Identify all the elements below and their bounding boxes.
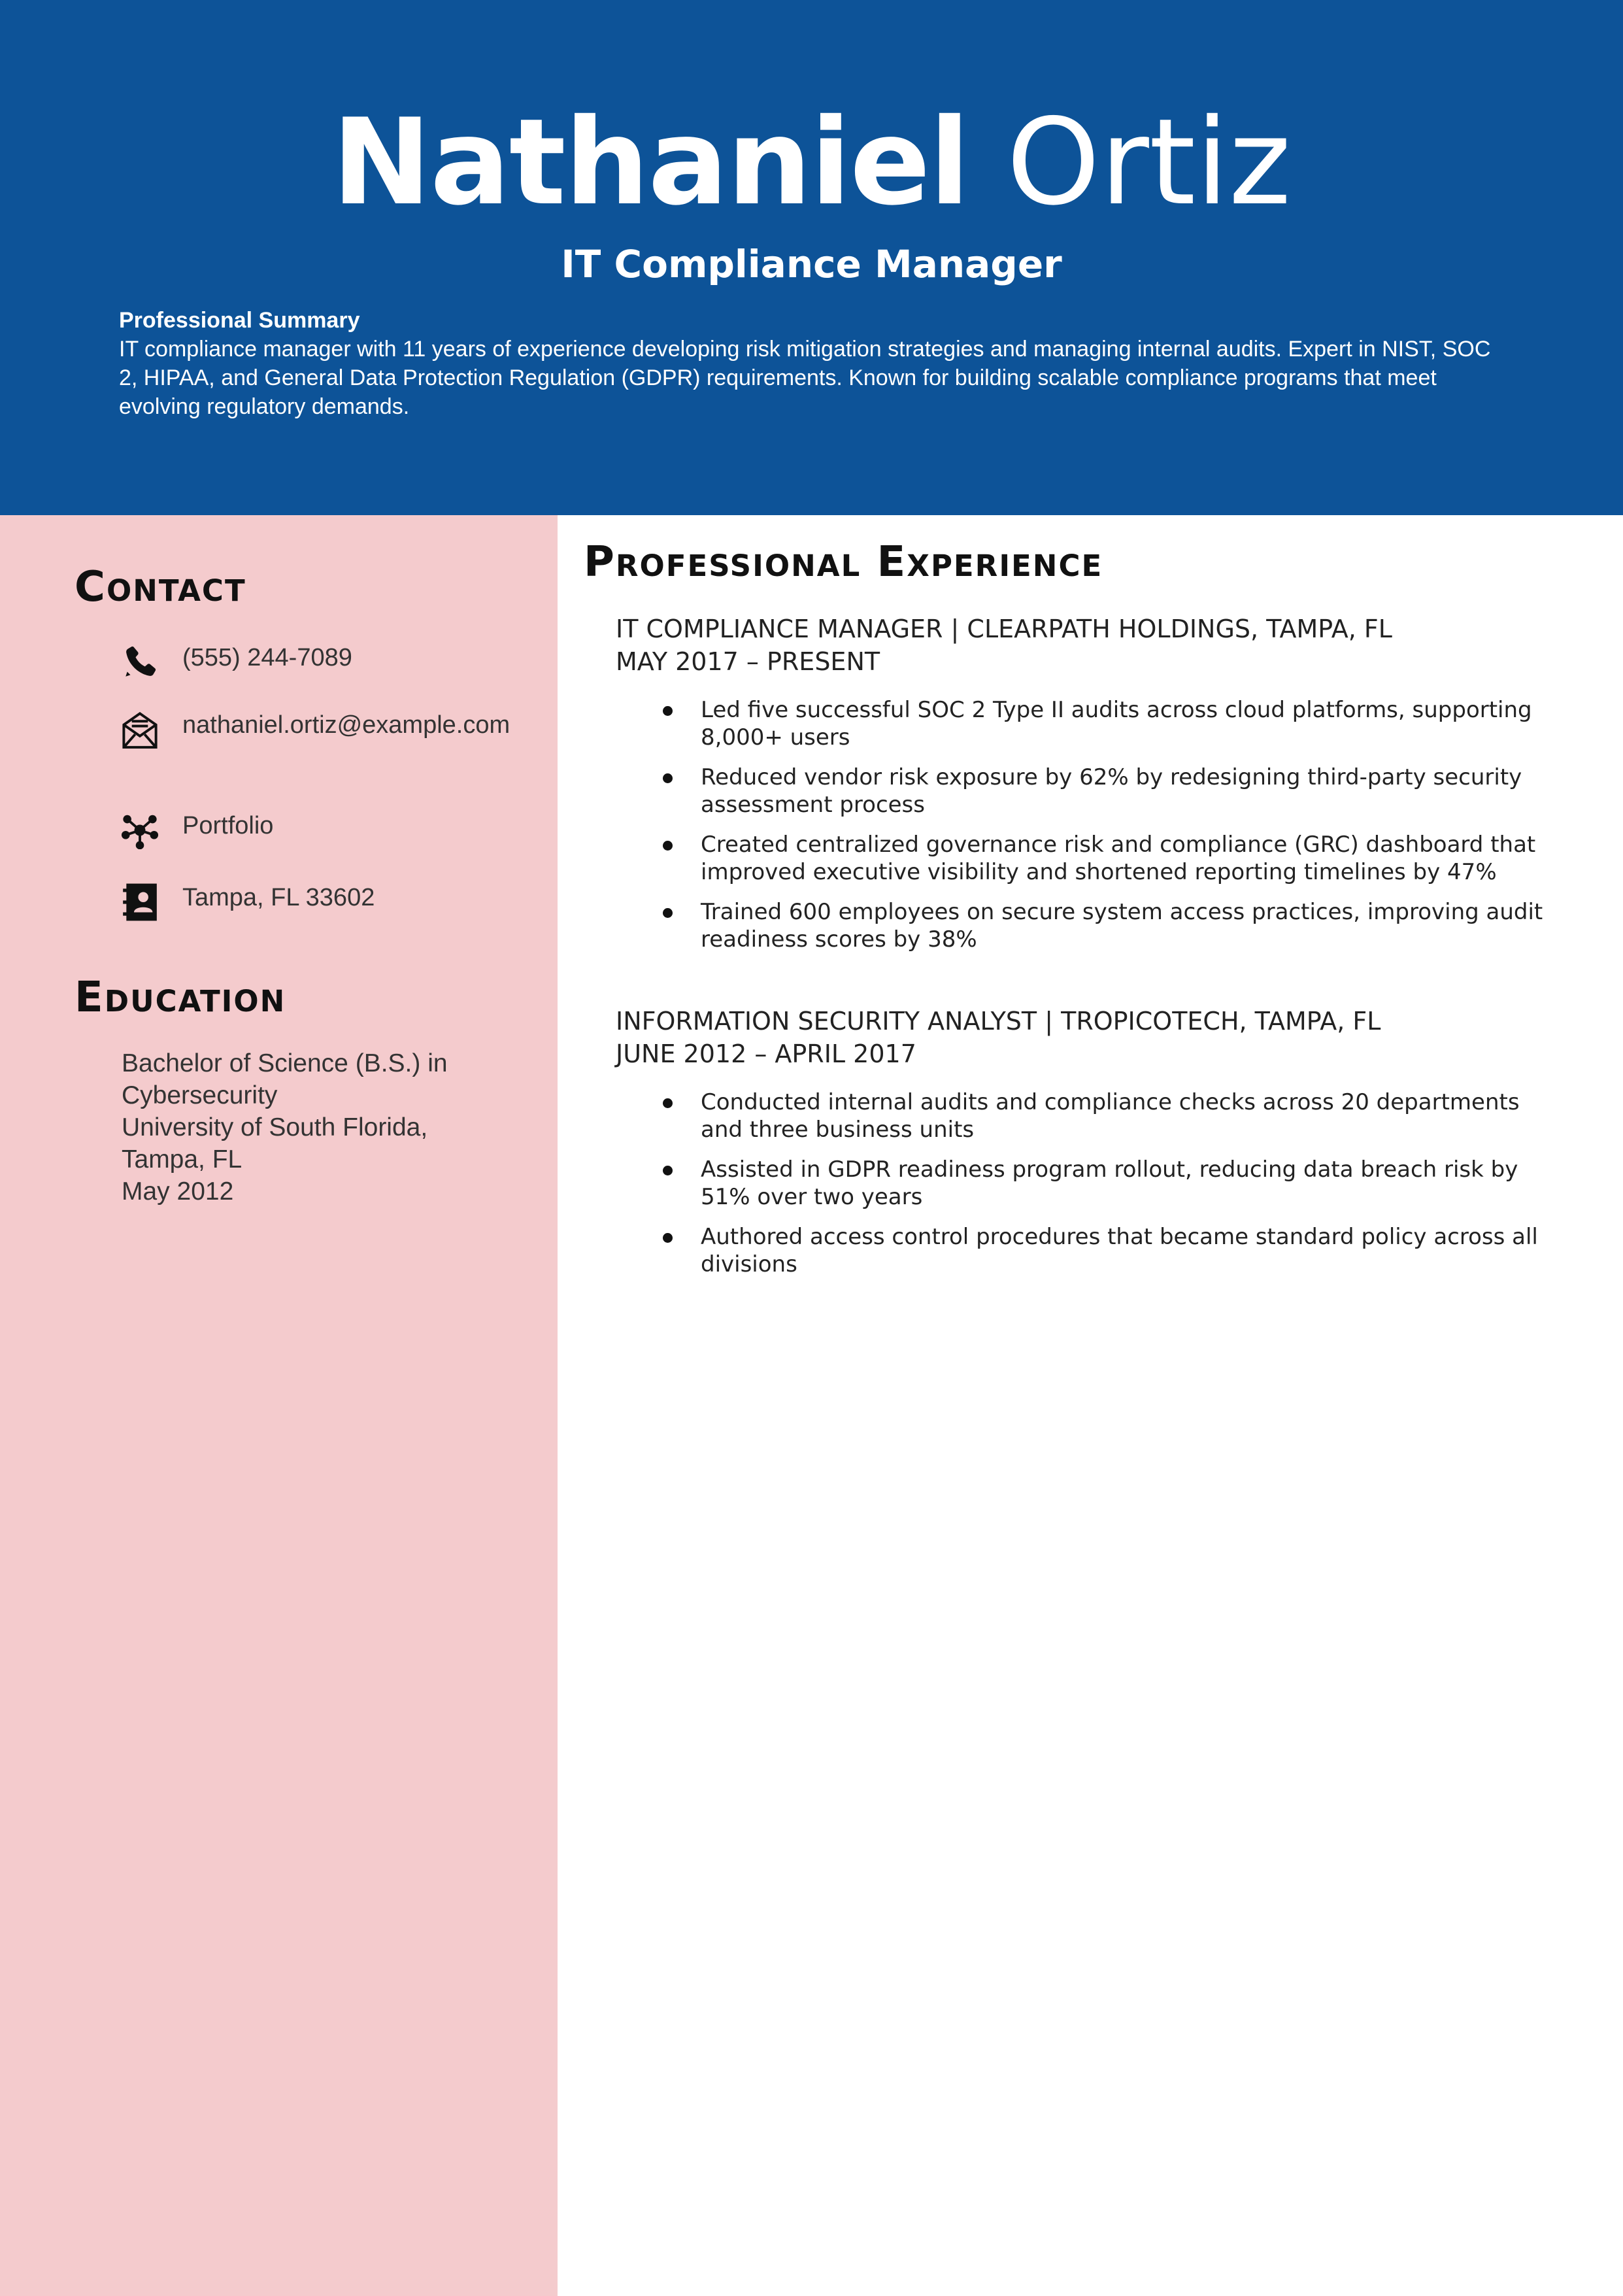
- bullet-icon: [663, 773, 673, 783]
- summary-text: IT compliance manager with 11 years of experience developing risk mitigation strategies and managing internal audits. Expert in NIST, SOC 2, HIPAA, and General Data Protection Regulation (GDPR) requirements. Known for building scalable compliance programs that meet evolving regulatory demands.: [119, 337, 1491, 419]
- bullet-icon: [663, 1166, 673, 1175]
- contact-heading: Contact: [75, 563, 246, 611]
- envelope-icon: [119, 709, 161, 751]
- education-heading: Education: [75, 973, 286, 1022]
- bullet-item: Trained 600 employees on secure system access practices, improving audit readiness scores by 38%: [616, 898, 1557, 953]
- contact-phone: [119, 641, 352, 683]
- bullet-item: Conducted internal audits and compliance checks across 20 departments and three business units: [616, 1089, 1557, 1143]
- job-entry: [616, 1005, 1557, 1291]
- job-title-line: INFORMATION SECURITY ANALYST | TROPICOTECH, TAMPA, FL: [616, 1007, 1381, 1036]
- school-name: University of South Florida,: [122, 1113, 428, 1141]
- first-name: Nathaniel: [331, 93, 969, 231]
- degree-line-1: Bachelor of Science (B.S.) in: [122, 1049, 448, 1077]
- bullet-icon: [663, 908, 673, 918]
- graduation-date: May 2012: [122, 1177, 234, 1206]
- job-title-line: IT COMPLIANCE MANAGER | CLEARPATH HOLDINGS, TAMPA, FL: [616, 615, 1392, 643]
- summary-heading: Professional Summary: [119, 308, 360, 333]
- address-book-icon: [119, 881, 161, 923]
- bullet-icon: [663, 841, 673, 851]
- degree-line-2: Cybersecurity: [122, 1081, 278, 1109]
- email-text[interactable]: nathaniel.ortiz@example.com: [182, 711, 510, 739]
- bullet-item: Led five successful SOC 2 Type II audits across cloud platforms, supporting 8,000+ users: [616, 696, 1557, 751]
- address-text: Tampa, FL 33602: [182, 884, 375, 911]
- job-dates: JUNE 2012 – APRIL 2017: [616, 1039, 916, 1068]
- experience-heading: Professional Experience: [584, 538, 1103, 586]
- portfolio-link[interactable]: Portfolio: [182, 812, 274, 839]
- bullet-item: Authored access control procedures that became standard policy across all divisions: [616, 1223, 1557, 1278]
- school-location: Tampa, FL: [122, 1145, 243, 1173]
- contact-address: [119, 881, 375, 923]
- last-name: Ortiz: [1006, 93, 1292, 231]
- network-icon: [119, 809, 161, 851]
- bullet-item: Created centralized governance risk and compliance (GRC) dashboard that improved executive visibility and shortened reporting timelines by 47%: [616, 831, 1557, 886]
- phone-icon: [119, 641, 161, 683]
- phone-text: (555) 244-7089: [182, 644, 352, 671]
- education-block: [122, 1047, 488, 1207]
- job-bullets: [616, 696, 1557, 953]
- bullet-item: Assisted in GDPR readiness program rollout, reducing data breach risk by 51% over two years: [616, 1156, 1557, 1211]
- header-banner: [0, 0, 1623, 515]
- job-dates: MAY 2017 – PRESENT: [616, 647, 880, 676]
- bullet-icon: [663, 1098, 673, 1108]
- bullet-item: Reduced vendor risk exposure by 62% by redesigning third-party security assessment process: [616, 764, 1557, 819]
- job-bullets: [616, 1089, 1557, 1278]
- sidebar: [0, 515, 558, 2296]
- job-entry: [616, 613, 1557, 966]
- bullet-icon: [663, 706, 673, 716]
- contact-email: [119, 709, 510, 751]
- candidate-name: [0, 84, 1623, 241]
- bullet-icon: [663, 1233, 673, 1243]
- job-title: IT Compliance Manager: [561, 242, 1062, 286]
- contact-portfolio: [119, 809, 274, 851]
